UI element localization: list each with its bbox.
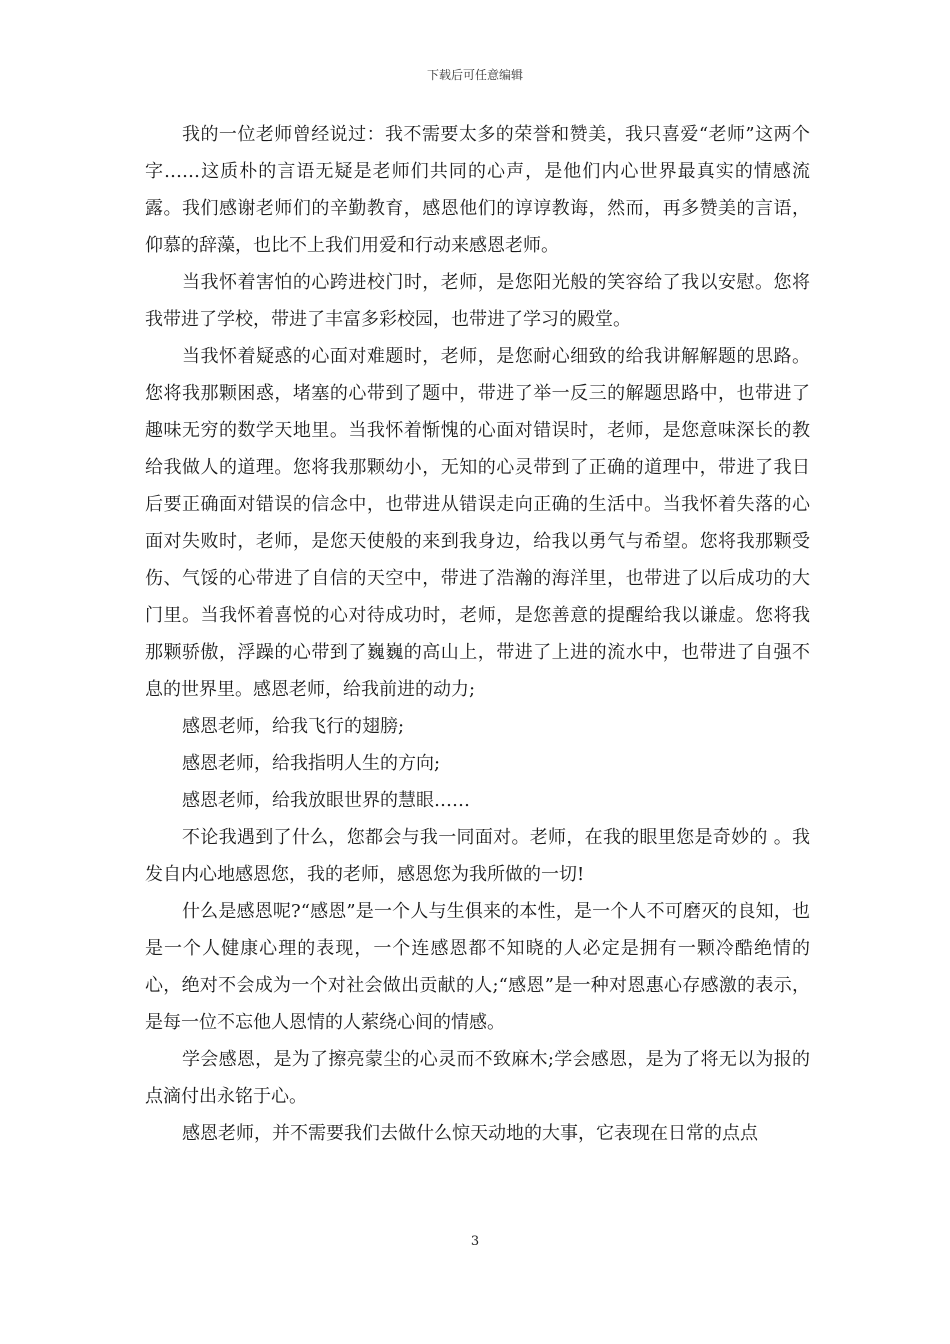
paragraph: 感恩老师，给我指明人生的方向; [182, 753, 441, 774]
paragraph: 我的一位老师曾经说过：我不需要太多的荣誉和赞美，我只喜爱“老师”这两个字……这质朴的言语无疑是老师们共同的心声，是他们内心世界最真实的情感流露。我们感谢老师们的辛勤教育，感恩他们的谆谆教诲，然而，再多赞美的言语，仰慕的辞藻，也比不上我们用爱和行动来感恩老师。 [145, 124, 810, 256]
paragraph: 当我怀着疑惑的心面对难题时，老师，是您耐心细致的给我讲解解题的思路。您将我那颗困惑，堵塞的心带到了题中，带进了举一反三的解题思路中，也带进了趣味无穷的数学天地里。当我怀着惭愧的心面对错误时，老师，是您意味深长的教给我做人的道理。您将我那颗幼小，无知的心灵带到了正确的道理中，带进了我日后要正确面对错误的信念中，也带进从错误走向正确的生活中。当我怀着失落的心面对失败时，老师，是您天使般的来到我身边，给我以勇气与希望。您将我那颗受伤、气馁的心带进了自信的天空中，带进了浩瀚的海洋里，也带进了以后成功的大门里。当我怀着喜悦的心对待成功时，老师，是您善意的提醒给我以谦虚。您将我那颗骄傲，浮躁的心带到了巍巍的高山上，带进了上进的流水中，也带进了自强不息的世界里。感恩老师，给我前进的动力; [145, 346, 810, 700]
paragraph: 感恩老师，并不需要我们去做什么惊天动地的大事，它表现在日常的点点 [182, 1123, 758, 1144]
page-header: 下载后可任意编辑 [426, 68, 523, 82]
paragraph: 感恩老师，给我飞行的翅膀; [182, 716, 405, 737]
paragraph: 当我怀着害怕的心跨进校门时，老师，是您阳光般的笑容给了我以安慰。您将我带进了学校，带进了丰富多彩校园，也带进了学习的殿堂。 [145, 272, 810, 330]
document-body [145, 116, 810, 1152]
paragraph: 什么是感恩呢?“感恩”是一个人与生俱来的本性，是一个人不可磨灭的良知，也是一个人健康心理的表现，一个连感恩都不知晓的人必定是拥有一颗冷酷绝情的心，绝对不会成为一个对社会做出贡献的人;“感恩”是一种对恩惠心存感激的表示，是每一位不忘他人恩情的人萦绕心间的情感。 [145, 901, 810, 1033]
paragraph: 学会感恩，是为了擦亮蒙尘的心灵而不致麻木;学会感恩，是为了将无以为报的点滴付出永铭于心。 [145, 1049, 810, 1107]
paragraph: 不论我遇到了什么，您都会与我一同面对。老师，在我的眼里您是奇妙的 。我发自内心地感恩您，我的老师，感恩您为我所做的一切! [145, 827, 810, 885]
page-number: 3 [470, 1234, 480, 1249]
paragraph: 感恩老师，给我放眼世界的慧眼…… [182, 790, 470, 811]
